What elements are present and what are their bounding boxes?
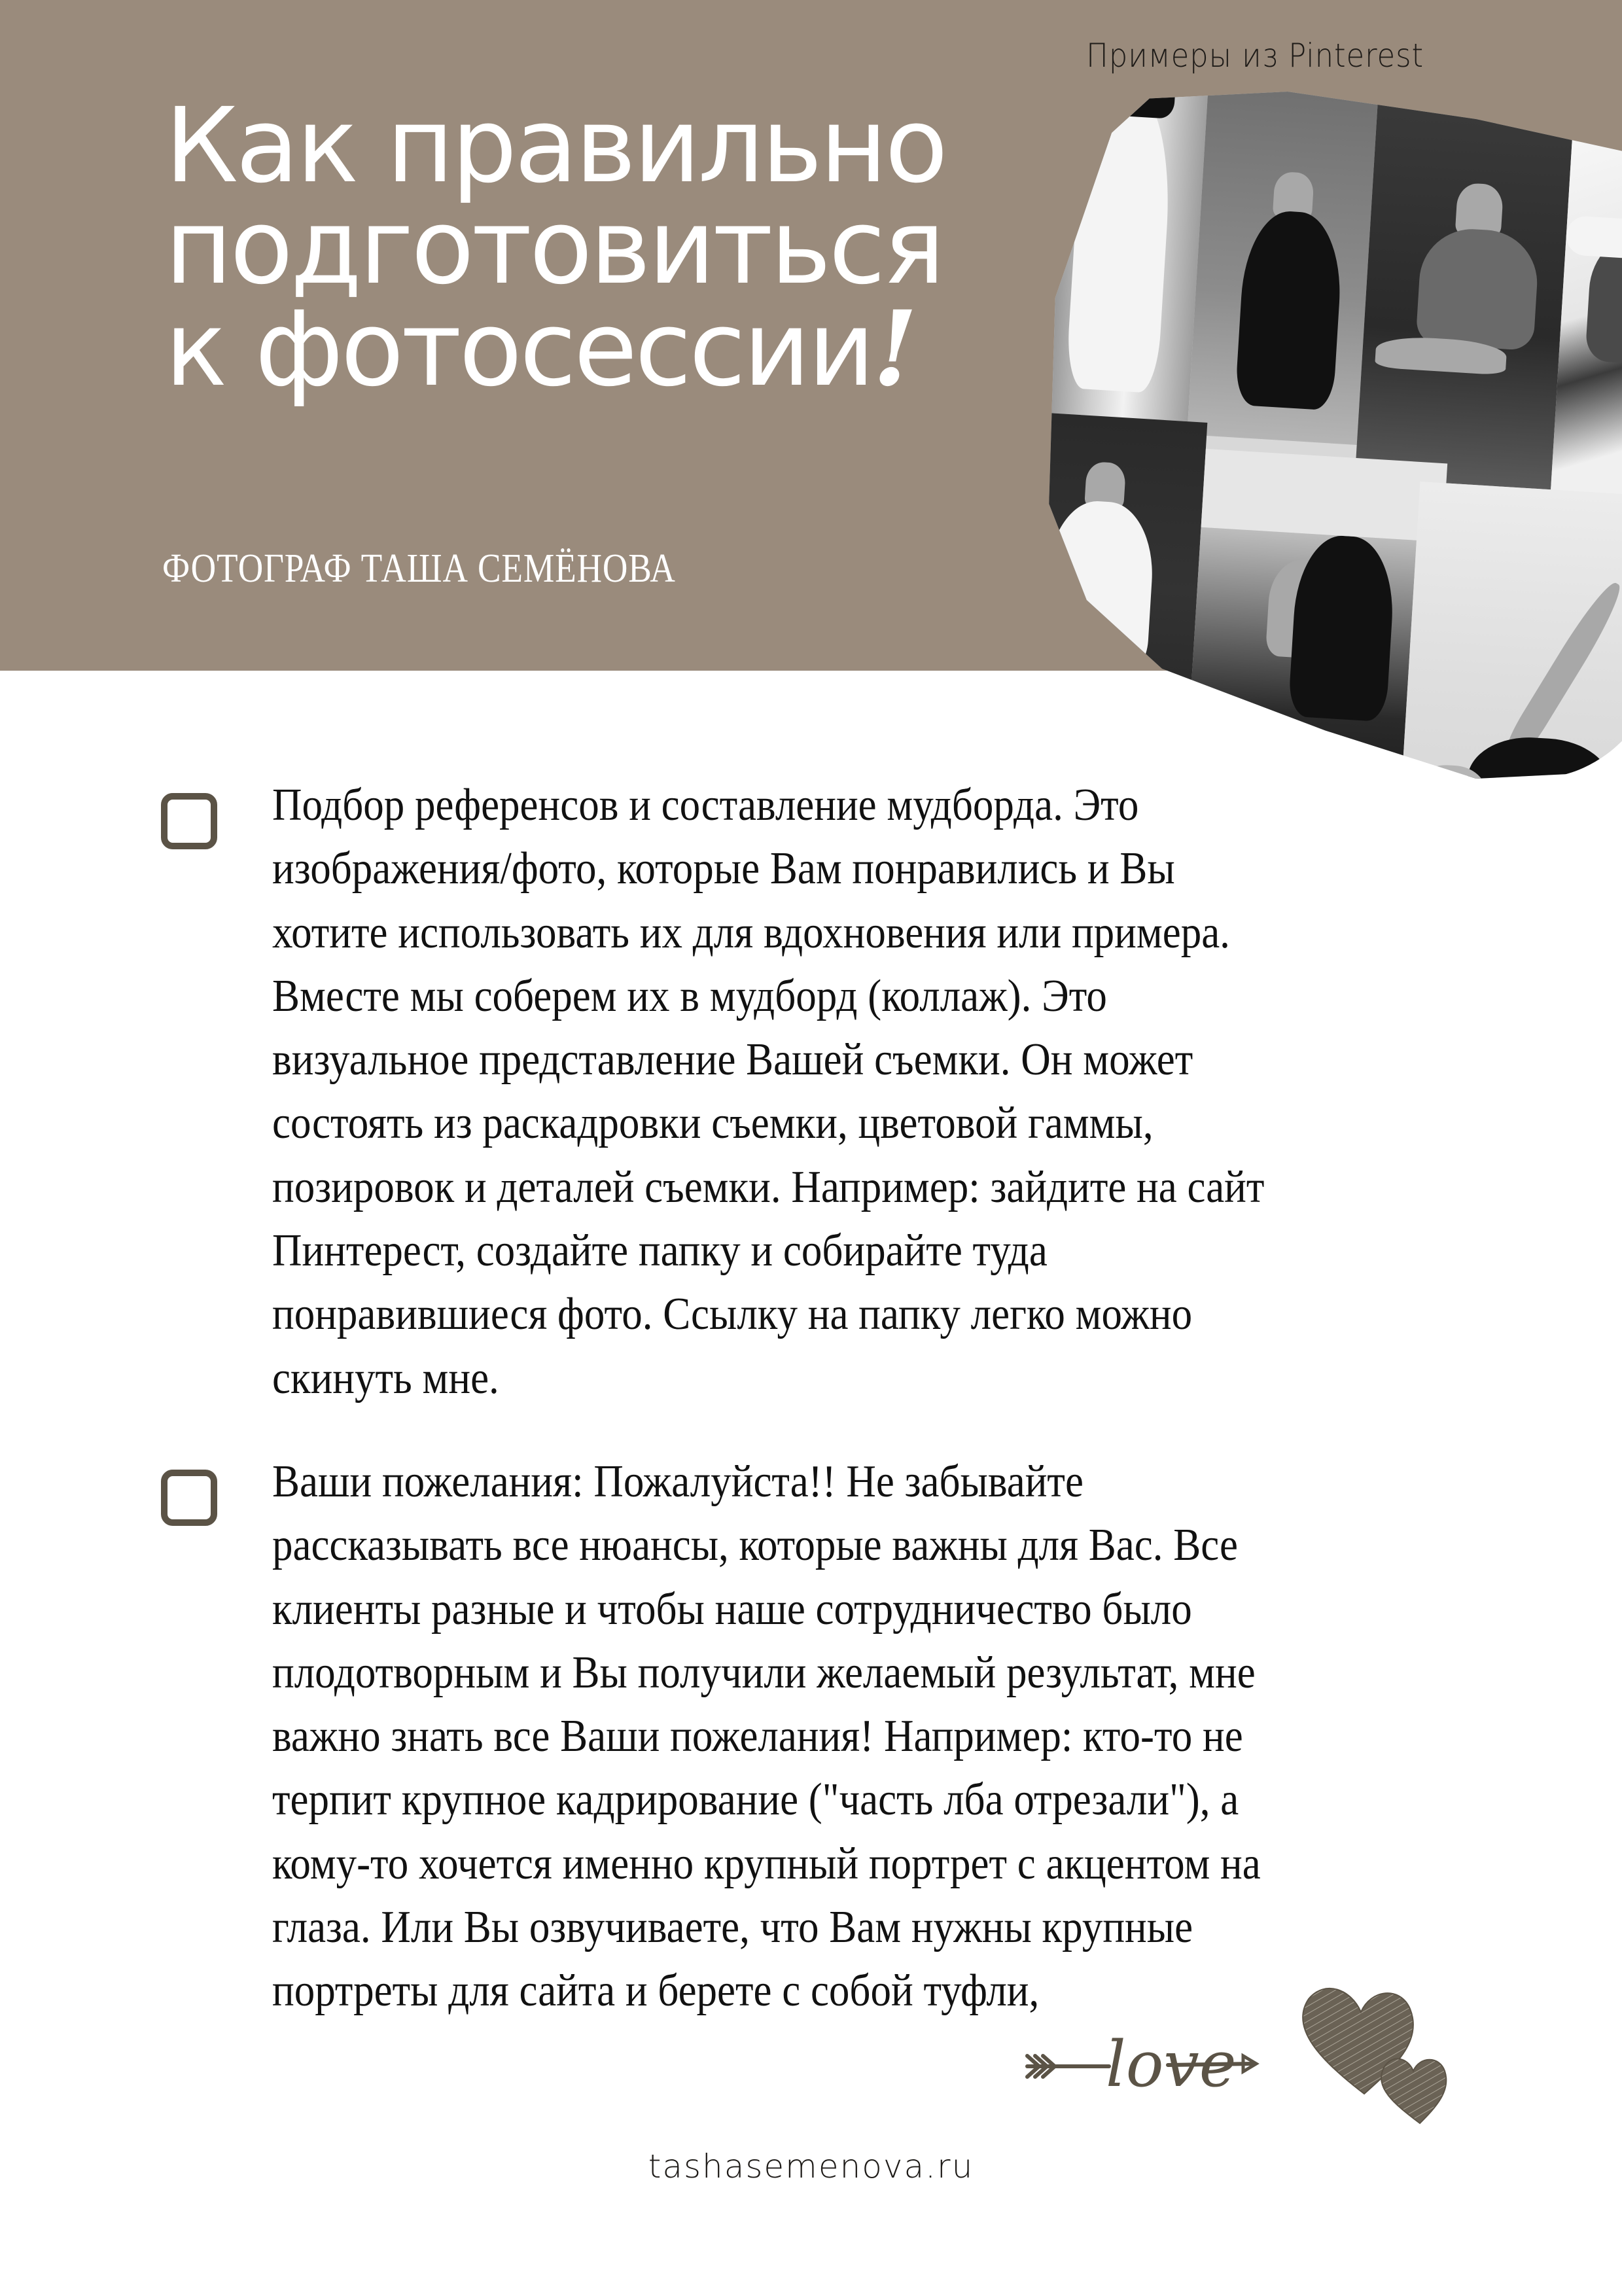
website-link[interactable]: tashasemenova.ru [648,2147,974,2185]
item-text-references [272,773,1426,1410]
text-line: визуальное представление Вашей съемки. Он может [272,1034,1193,1086]
text-line: важно знать все Ваши пожелания! Например: кто-то не [272,1711,1243,1762]
hearts-icon [1296,1983,1466,2127]
text-line: Ваши пожелания: Пожалуйста!! Не забывайте [272,1457,1084,1507]
collage-label: Примеры из Pinterest [1086,37,1424,75]
item-text-wishes [272,1450,1426,2023]
text-line: рассказывать все нюансы, которые важны для Вас. Все [272,1520,1238,1571]
photo-woman-sitting [1355,99,1574,489]
text-line: состоять из раскадровки съемки, цветовой гаммы, [272,1098,1154,1149]
title-line-3-text: к фотосессии [165,289,873,410]
text-line: кому-то хочется именно крупный портрет с акцентом на [272,1838,1261,1889]
love-arrow-icon [1021,2009,1269,2100]
love-word: love [1106,2028,1237,2100]
text-line: Вместе мы соберем их в мудборд (коллаж). Это [272,970,1107,1021]
photo-woman-lying-legs-up [1396,482,1622,779]
text-line: клиенты разные и чтобы наше сотрудничество было [272,1583,1192,1634]
text-line: портреты для сайта и берете с собой туфли, [272,1966,1040,2017]
photographer-name: ФОТОГРАФ ТАША СЕМЁНОВА [162,546,676,591]
text-line: Подбор референсов и составление мудборда. Это [272,780,1139,830]
moodboard-collage [1036,92,1622,779]
collage-tiles [1036,92,1622,779]
text-line: терпит крупное кадрирование ("часть лба отрезали"), а [272,1775,1239,1826]
checkbox-wishes[interactable] [161,1470,217,1526]
title-exclamation: ! [872,289,915,410]
text-line: позировок и деталей съемки. Например: зайдите на сайт [272,1161,1265,1212]
text-line: хотите использовать их для вдохновения или примера. [272,907,1230,958]
title-line-1: Как правильно [165,86,945,206]
checkbox-references[interactable] [161,793,217,849]
title-line-2: подготовиться [165,187,943,308]
text-line: плодотворным и Вы получили желаемый результат, мне [272,1647,1256,1698]
photo-woman-on-chair [1187,92,1379,445]
photo-portrait-black-blazer [1181,527,1417,779]
page-title [165,86,945,410]
text-line: Пинтерест, создайте папку и собирайте туда [272,1226,1048,1277]
text-line: понравившиеся фото. Ссылку на папку легко можно [272,1289,1193,1340]
text-line: скинуть мне. [272,1352,499,1404]
title-line-3 [165,289,945,410]
text-line: изображения/фото, которые Вам понравились и Вы [272,843,1175,894]
text-line: глаза. Или Вы озвучиваете, что Вам нужны крупные [272,1902,1193,1953]
photo-studio-backdrop [1201,449,1448,542]
